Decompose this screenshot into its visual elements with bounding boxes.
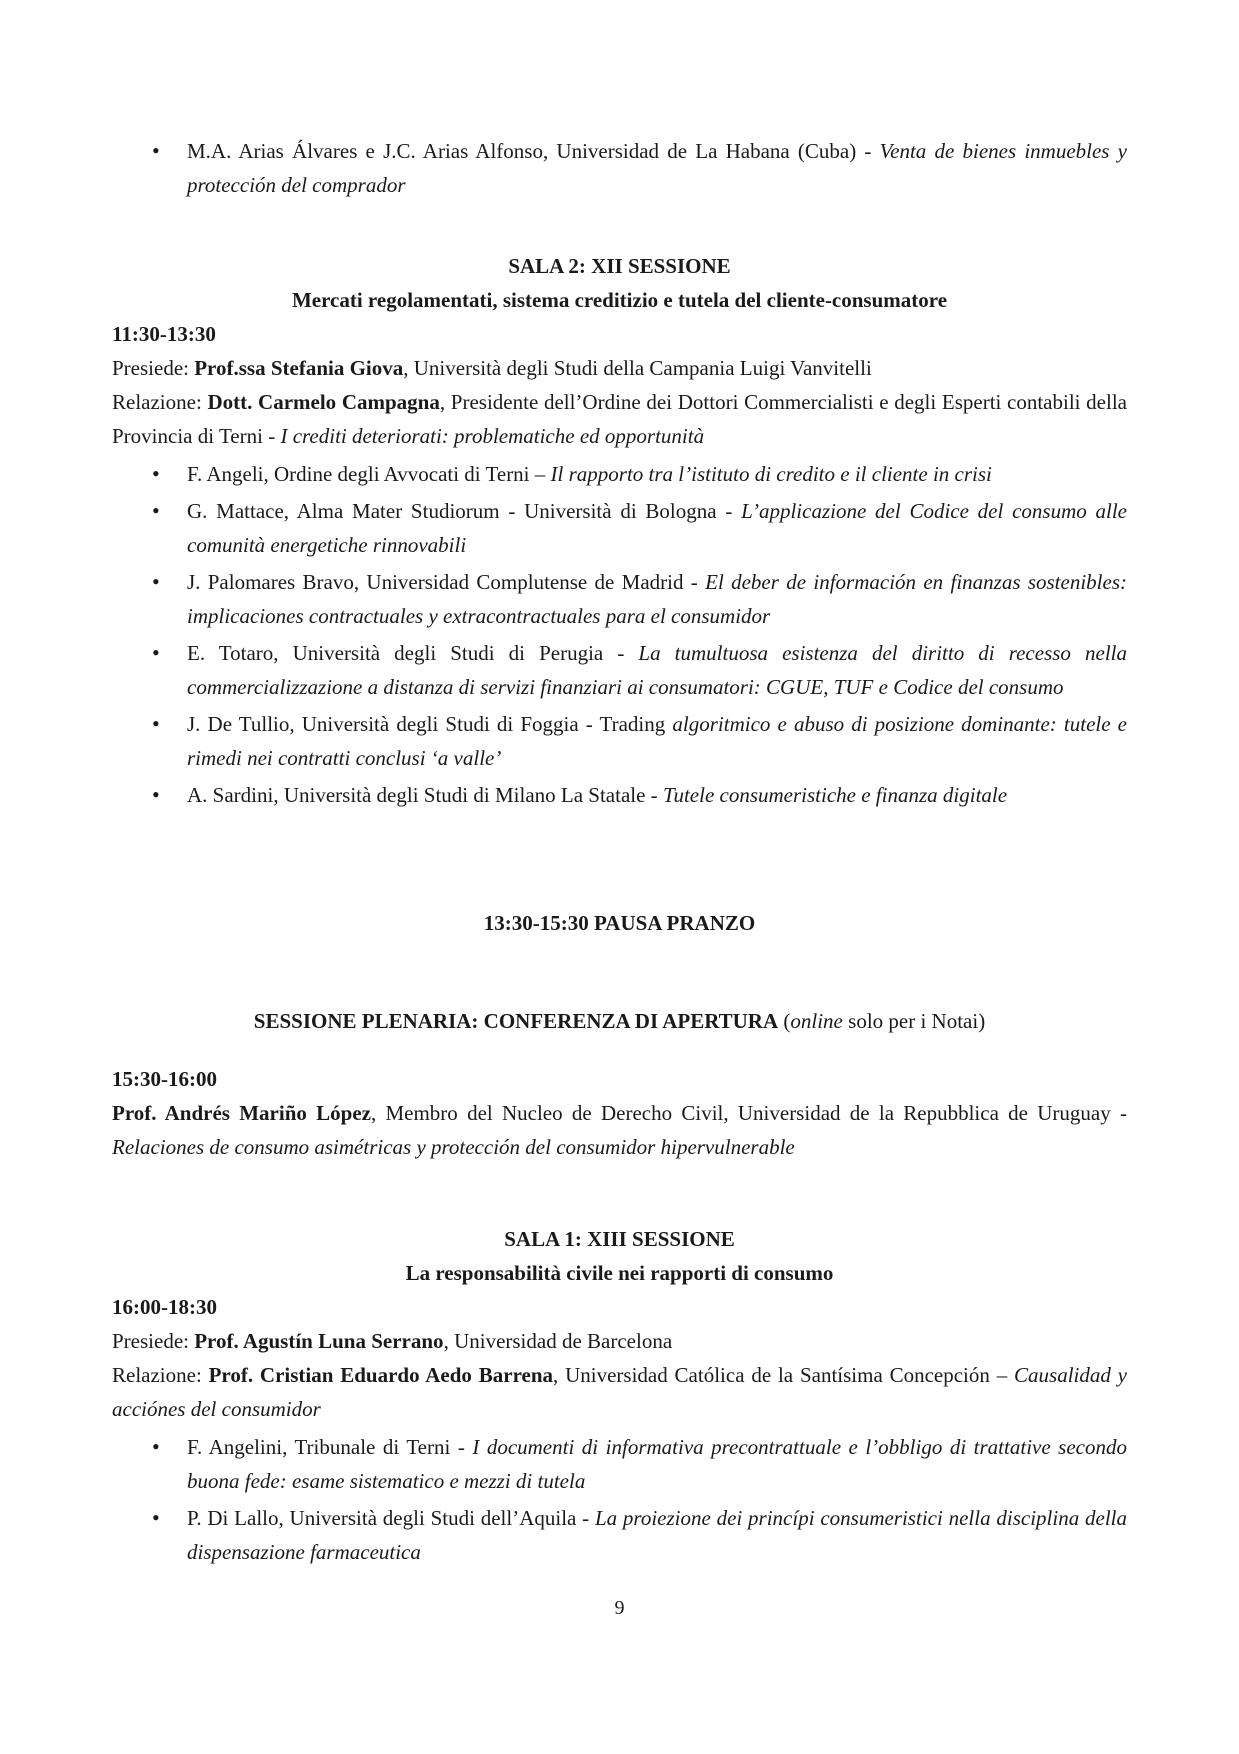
- session-report: Relazione: Dott. Carmelo Campagna, Presidente dell’Ordine dei Dottori Commercialisti e degli Esperti contabili della Provincia di Terni - I crediti deteriorati: problematiche ed opportunità: [112, 390, 1127, 448]
- plenary-talk: Prof. Andrés Mariño López, Membro del Nucleo de Derecho Civil, Universidad de la Repubblica de Uruguay - Relaciones de consumo asimétricas y protección del consumidor hipervulnerable: [112, 1101, 1127, 1159]
- plenary-session: [112, 1004, 1127, 1164]
- talk-author: M.A. Arias Álvares e J.C. Arias Alfonso, Universidad de La Habana (Cuba) -: [187, 139, 880, 163]
- talk-author: J. Palomares Bravo, Universidad Complutense de Madrid -: [187, 570, 706, 594]
- talk-list: [112, 134, 1127, 202]
- plenary-header: SESSIONE PLENARIA: CONFERENZA DI APERTURA (online solo per i Notai): [253, 1009, 986, 1033]
- session-xiii: [112, 1222, 1127, 1572]
- lunch-break: [112, 906, 1127, 940]
- report-speaker: Dott. Carmelo Campagna: [207, 390, 440, 414]
- plenary-title: Relaciones de consumo asimétricas y protección del consumidor hipervulnerable: [112, 1135, 795, 1159]
- talk-item: [112, 457, 1127, 491]
- talk-title: Tutele consumeristiche e finanza digitale: [662, 783, 1008, 807]
- talk-author: P. Di Lallo, Università degli Studi dell’Aquila -: [187, 1506, 595, 1530]
- session-subtitle: La responsabilità civile nei rapporti di consumo: [405, 1261, 834, 1285]
- talk-author: G. Mattace, Alma Mater Studiorum - Università di Bologna -: [187, 499, 742, 523]
- talk-list: [112, 457, 1127, 812]
- talk-author: A. Sardini, Università degli Studi di Milano La Statale -: [187, 783, 663, 807]
- talk-title: L’applicazione del Codice del consumo alle comunità energetiche rinnovabili: [187, 499, 1127, 557]
- talk-author: J. De Tullio, Università degli Studi di Foggia - Trading: [187, 712, 673, 736]
- talk-item: [112, 565, 1127, 633]
- plenary-speaker: Prof. Andrés Mariño López: [112, 1101, 371, 1125]
- talk-title: I documenti di informativa precontrattuale e l’obbligo di trattative secondo buona fede: esame sistematico e mezzi di tutela: [187, 1435, 1127, 1493]
- talk-title: Il rapporto tra l’istituto di credito e il cliente in crisi: [550, 462, 992, 486]
- talk-list: [112, 1430, 1127, 1569]
- talk-title: La tumultuosa esistenza del diritto di recesso nella commercializzazione a distanza di servizi finanziari ai consumatori: CGUE, TUF e Codice del consumo: [187, 641, 1127, 699]
- page-number: 9: [614, 1597, 625, 1619]
- report-title: I crediti deteriorati: problematiche ed opportunità: [280, 424, 705, 448]
- talk-item: [112, 1430, 1127, 1498]
- talk-author: E. Totaro, Università degli Studi di Perugia -: [187, 641, 639, 665]
- session-header: SALA 1: XIII SESSIONE: [504, 1227, 735, 1251]
- talk-item: [112, 636, 1127, 704]
- talk-author: F. Angeli, Ordine degli Avvocati di Terni –: [187, 462, 551, 486]
- chair-name: Prof. Agustín Luna Serrano: [194, 1329, 444, 1353]
- session-chair: Presiede: Prof.ssa Stefania Giova, Università degli Studi della Campania Luigi Vanvitelli: [112, 356, 872, 380]
- session-report: Relazione: Prof. Cristian Eduardo Aedo Barrena, Universidad Católica de la Santísima Concepción – Causalidad y acciónes del consumidor: [112, 1363, 1127, 1421]
- talk-item: [112, 1501, 1127, 1569]
- talk-item: [112, 494, 1127, 562]
- talk-title: La proiezione dei princípi consumeristici nella disciplina della dispensazione farmaceutica: [187, 1506, 1127, 1564]
- talk-title: Venta de bienes inmuebles y protección del comprador: [187, 139, 1127, 197]
- session-subtitle: Mercati regolamentati, sistema creditizio e tutela del cliente-consumatore: [291, 288, 948, 312]
- plenary-time: 15:30-16:00: [112, 1067, 217, 1091]
- previous-session-tail: [112, 134, 1127, 205]
- talk-item: [112, 707, 1127, 775]
- report-title: Causalidad y acciónes del consumidor: [112, 1363, 1127, 1421]
- talk-item: [112, 134, 1127, 202]
- session-header: SALA 2: XII SESSIONE: [508, 254, 731, 278]
- lunch-break-title: 13:30-15:30 PAUSA PRANZO: [483, 911, 756, 935]
- report-speaker: Prof. Cristian Eduardo Aedo Barrena: [208, 1363, 554, 1387]
- session-chair: Presiede: Prof. Agustín Luna Serrano, Universidad de Barcelona: [112, 1329, 673, 1353]
- talk-title: El deber de información en finanzas sostenibles: implicaciones contractuales y extracontractuales para el consumidor: [187, 570, 1127, 628]
- talk-author: F. Angelini, Tribunale di Terni -: [187, 1435, 473, 1459]
- session-xii: [112, 249, 1127, 815]
- talk-title: algoritmico e abuso di posizione dominante: tutele e rimedi nei contratti conclusi ‘a valle’: [187, 712, 1127, 770]
- talk-item: [112, 778, 1127, 812]
- session-time: 16:00-18:30: [112, 1295, 217, 1319]
- chair-name: Prof.ssa Stefania Giova: [194, 356, 404, 380]
- session-time: 11:30-13:30: [112, 322, 216, 346]
